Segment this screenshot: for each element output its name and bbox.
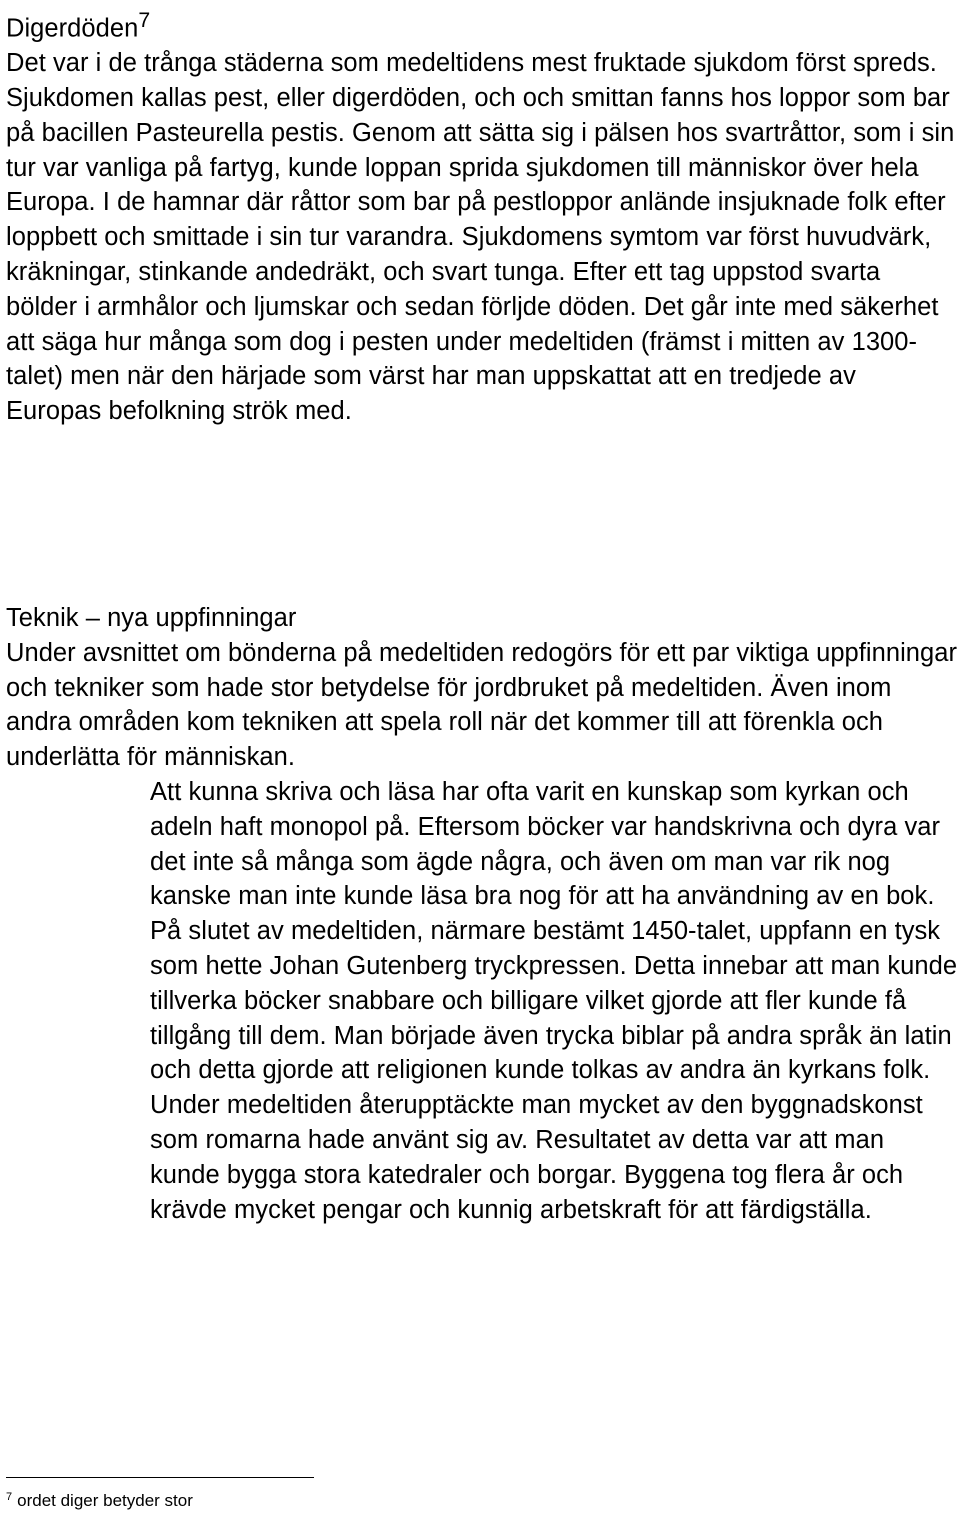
footnote-text: ordet diger betyder stor bbox=[17, 1491, 193, 1510]
section-title: Digerdöden bbox=[6, 14, 139, 43]
section-teknik bbox=[6, 601, 958, 1227]
footnote-number: 7 bbox=[6, 1491, 13, 1503]
section-heading bbox=[6, 3, 958, 46]
paragraph: Att kunna skriva och läsa har ofta varit en kunskap som kyrkan och adeln haft monopol på. Eftersom böcker var handskrivna och dyra var det inte så många som ägde några, och även om man var rik nog kanske man inte kunde läsa bra nog för att ha användning av en bok. På slutet av medeltiden, närmare bestämt 1450-talet, uppfann en tysk som hette Johan Gutenberg tryckpressen. Detta innebar att man kunde tillverka böcker snabbare och billigare vilket gjorde att fler kunde få tillgång till dem. Man började även trycka biblar på andra språk än latin och detta gjorde att religionen kunde tolkas av andra än kyrkans folk. bbox=[150, 777, 958, 1085]
footnote-separator bbox=[6, 1477, 314, 1478]
paragraph: Det var i de trånga städerna som medeltidens mest fruktade sjukdom först spreds. Sjukdomen kallas pest, eller digerdöden, och och smittan fanns hos loppor som bar på bacillen Pasteurella pestis. Genom att sätta sig i pälsen hos svartråttor, som i sin tur var vanliga på fartyg, kunde loppan sprida sjukdomen till människor över hela Europa. I de hamnar där råttor som bar på pestloppor anlände insjuknade folk efter loppbett och smittade i sin tur varandra. Sjukdomens symtom var först huvudvärk, kräkningar, stinkande andedräkt, och svart tunga. Efter ett tag uppstod svarta bölder i armhålor och ljumskar och sedan förljde döden. Det går inte med säkerhet att säga hur många som dog i pesten under medeltiden (främst i mitten av 1300-talet) men när den härjade som värst har man uppskattat att en tredjede av Europas befolkning strök med. bbox=[6, 49, 955, 426]
section-digerdoden bbox=[6, 3, 958, 429]
paragraph: Under avsnittet om bönderna på medeltiden redogörs för ett par viktiga uppfinningar och tekniker som hade stor betydelse för jordbruket på medeltiden. Även inom andra områden kom tekniken att spela roll när det kommer till att förenkla och underlätta för människan. bbox=[6, 638, 958, 772]
footnote-reference: 7 bbox=[138, 8, 151, 32]
footnote bbox=[6, 1489, 906, 1513]
section-title: Teknik – nya uppfinningar bbox=[6, 604, 297, 632]
paragraph: Under medeltiden återupptäckte man mycket av den byggnadskonst som romarna hade använt sig av. Resultatet av detta var att man kunde bygga stora katedraler och borgar. Byggena tog flera år och krävde mycket pengar och kunnig arbetskraft för att färdigställa. bbox=[150, 1091, 923, 1224]
